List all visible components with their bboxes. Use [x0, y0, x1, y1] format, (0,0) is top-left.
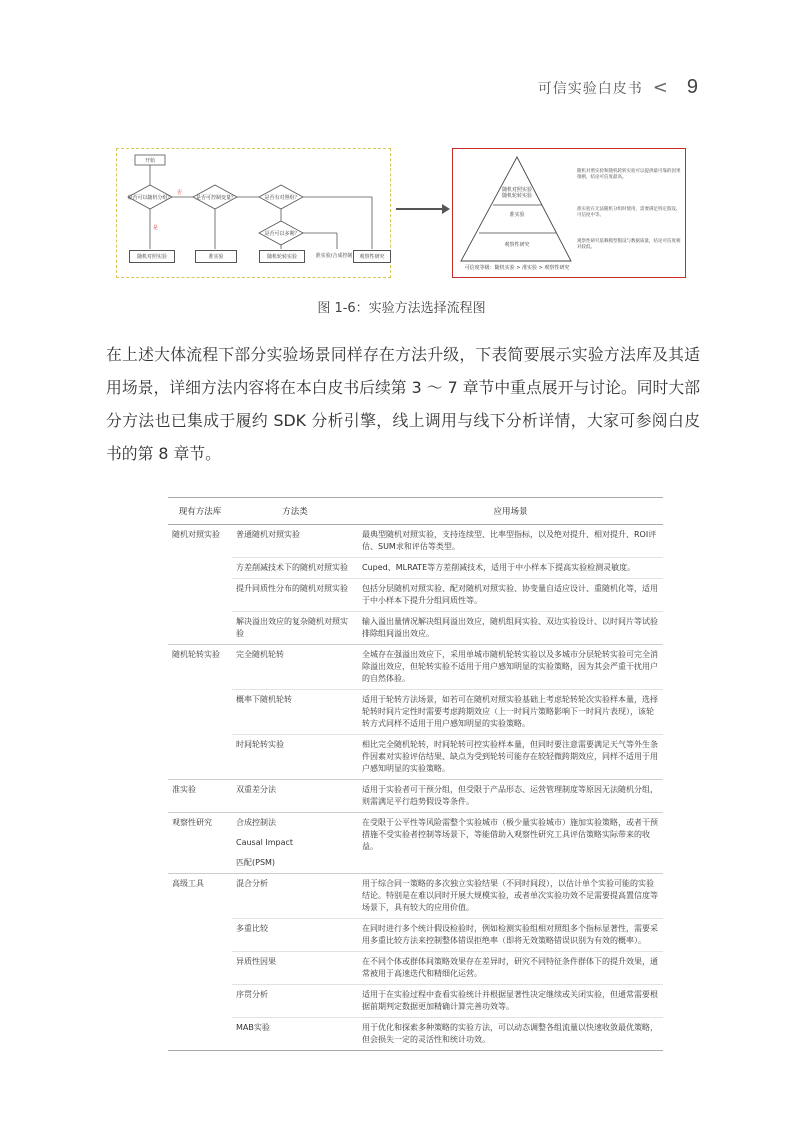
scene-cell: 适用于实验者可干预分组，但受限于产品形态、运营管理制度等原因无法随机分组，则需满足平行趋势假设等条件。 — [358, 780, 663, 813]
scene-cell: 最典型随机对照实验，支持连续型、比率型指标，以及绝对提升、相对提升、ROI评估、SUM求和评估等类型。 — [358, 525, 663, 558]
body-paragraph: 在上述大体流程下部分实验场景同样存在方法升级，下表简要展示实验方法库及其适用场景，详细方法内容将在本白皮书后续第 3 ～ 7 章节中重点展开与讨论。同时大部分方法也已集成于履约 SDK 分析引擎，线上调用与线下分析详情，大家可参阅白皮书的第 8 章节。 — [106, 345, 700, 463]
table-row — [168, 735, 663, 780]
group-cell: 高级工具 — [168, 874, 232, 919]
method-cell: 提升同质性分布的随机对照实验 — [232, 579, 358, 612]
group-cell — [168, 690, 232, 735]
table-row — [168, 985, 663, 1018]
method-cell: 时间轮转实验 — [232, 735, 358, 780]
result-synthetic: 准实验/合成控制 — [313, 250, 355, 261]
group-cell — [168, 579, 232, 612]
group-cell — [168, 952, 232, 985]
method-cell: 方差削减技术下的随机对照实验 — [232, 558, 358, 579]
method-cell: 异质性因果 — [232, 952, 358, 985]
group-cell — [168, 735, 232, 780]
methods-table — [168, 497, 663, 1051]
scene-cell: 相比完全随机轮转，时间轮转可控实验样本量，但同时要注意需要满足天气等外生条件因素对实验评估结果、缺点为受到轮转可能存在较轻微跨期效应，同样不适用于用户感知明显的实验策略。 — [358, 735, 663, 780]
table-header-row — [168, 498, 663, 525]
method-cell: 解决溢出效应的复杂随机对照实验 — [232, 612, 358, 645]
scene-cell: 用于综合同一策略的多次独立实验结果（不同时间段），以估计单个实验可能的实验结论。特别是在难以同时开展大规模实验，或者单次实验功效不足需要提高置信度等场景下，具有较大的应用价值。 — [358, 874, 663, 919]
pyramid-top-label: 随机对照实验 随机轮转实验 — [501, 187, 532, 199]
table-row — [168, 558, 663, 579]
method-cell: 多重比较 — [232, 919, 358, 952]
decision-4: 是否可以多期？ — [264, 231, 300, 237]
method-cell: 完全随机轮转 — [232, 645, 358, 690]
pyramid-note-2: 准实验在无法随机分组时使用，需要满足特定假设，可信度中等。 — [577, 207, 681, 218]
scene-cell: 输入溢出量情况解决组间溢出效应，随机组间实验、双边实验设计、以时间片等试验排除组间溢出效应。 — [358, 612, 663, 645]
group-cell — [168, 612, 232, 645]
method-cell: 概率下随机轮转 — [232, 690, 358, 735]
scene-cell: 适用于在实验过程中查看实验统计并根据显著性决定继续或关闭实验，但通常需要根据前期判定数据更加精确计算完善功效等。 — [358, 985, 663, 1018]
figure-caption: 图 1-6：实验方法选择流程图 — [317, 301, 486, 316]
table-row — [168, 612, 663, 645]
table-row — [168, 690, 663, 735]
result-rct: 随机对照实验 — [129, 250, 175, 263]
edge-label-no: 否 — [177, 190, 183, 196]
scene-cell: 用于优化和探索多种策略的实验方法，可以动态调整各组流量以快速收敛最优策略，但会损失一定的灵活性和统计功效。 — [358, 1018, 663, 1051]
group-cell — [168, 985, 232, 1018]
scene-cell: 全城存在强溢出效应下，采用单城市随机轮转实验以及多城市分层轮转实验可完全消除溢出效应，但轮转实验不适用于用户感知明显的实验策略，因为其会严重干扰用户的自然体验。 — [358, 645, 663, 690]
pyramid-base-label: 可信度等级：随机实验 > 准实验 > 观察性研究 — [464, 265, 570, 271]
table-row — [168, 919, 663, 952]
group-cell: 准实验 — [168, 780, 232, 813]
col-header-library: 现有方法库 — [168, 498, 232, 525]
method-cell: 普通随机对照实验 — [232, 525, 358, 558]
pyramid-bottom-label: 观察性研究 — [504, 242, 530, 248]
table-row — [168, 780, 663, 813]
pyramid-note-1: 随机对照实验和随机轮转实验可以提供最可靠的因果推断，结论可信度最高。 — [577, 169, 681, 180]
group-cell — [168, 1018, 232, 1051]
table-row — [168, 525, 663, 558]
decision-3: 是否有对照组？ — [264, 195, 300, 201]
method-cell: 合成控制法 — [232, 813, 358, 834]
group-cell: 观察性研究 — [168, 813, 232, 834]
pyramid-panel — [452, 148, 686, 278]
scene-cell: 在同时进行多个统计假设检验时，例如检测实验组相对照组多个指标显著性，需要采用多重比较方法来控制整体错误拒绝率（即将无效策略错误识别为有效的概率）。 — [358, 919, 663, 952]
group-cell — [168, 833, 232, 853]
group-cell: 随机轮转实验 — [168, 645, 232, 690]
running-title: 可信实验白皮书 — [537, 80, 643, 97]
figure-arrow — [396, 208, 448, 210]
method-cell: Causal Impact — [236, 838, 294, 847]
group-cell — [168, 558, 232, 579]
start-node: 开始 — [144, 157, 155, 164]
method-cell: MAB实验 — [232, 1018, 358, 1051]
table-row — [168, 579, 663, 612]
edge-label-yes: 是 — [153, 225, 159, 231]
scene-cell: 在受限于公平性等风险需整个实验城市（极少量实验城市）施加实验策略，或者干预措施不受实验者控制等场景下，等能借助入观察性研究工具评估策略实际带来的收益。 — [358, 813, 663, 874]
page-number: 9 — [686, 76, 699, 98]
method-cell: 双重差分法 — [232, 780, 358, 813]
table-row — [168, 645, 663, 690]
result-rotation: 随机轮转实验 — [259, 250, 305, 263]
decision-2: 是否可控制变量？ — [195, 195, 236, 201]
result-quasi: 准实验 — [195, 250, 237, 263]
scene-cell: Cuped、MLRATE等方差削减技术，适用于中小样本下提高实验检测灵敏度。 — [358, 558, 663, 579]
flowchart-panel — [116, 148, 391, 278]
decision-1: 是否可以随机分组？ — [127, 195, 173, 201]
scene-cell: 适用于轮转方法场景，如若可在随机对照实验基础上考虑轮转轮次实验样本量，选择轮转时间片定性时需要考虑跨期效应（上一时间片策略影响下一时间片表现），该轮转方式同样不适用于用户感知明显的实验策略。 — [358, 690, 663, 735]
scene-cell: 在不同个体或群体间策略效果存在差异时，研究不同特征条件群体下的提升效果，通常被用于高速迭代和精细化运营。 — [358, 952, 663, 985]
table-row — [168, 1018, 663, 1051]
group-cell — [168, 919, 232, 952]
pyramid-mid-label: 准实验 — [509, 212, 525, 218]
header-separator: < — [652, 77, 669, 98]
group-cell — [168, 853, 232, 874]
result-observational: 观察性研究 — [353, 250, 391, 263]
page-header — [538, 76, 699, 99]
table-row — [168, 874, 663, 919]
col-header-method: 方法类 — [232, 498, 358, 525]
scene-cell: 包括分层随机对照实验、配对随机对照实验、协变量自适应设计、重随机化等，适用于中小样本下提升分组同质性等。 — [358, 579, 663, 612]
method-cell: 匹配(PSM) — [236, 858, 276, 867]
table-row — [168, 952, 663, 985]
method-cell: 序贯分析 — [232, 985, 358, 1018]
pyramid-note-3: 观察性研究依赖模型假设与数据质量，结论可信度相对较低。 — [577, 239, 681, 250]
group-cell: 随机对照实验 — [168, 525, 232, 558]
method-cell: 混合分析 — [232, 874, 358, 919]
col-header-scene: 应用场景 — [358, 498, 663, 525]
table-row — [168, 813, 663, 834]
